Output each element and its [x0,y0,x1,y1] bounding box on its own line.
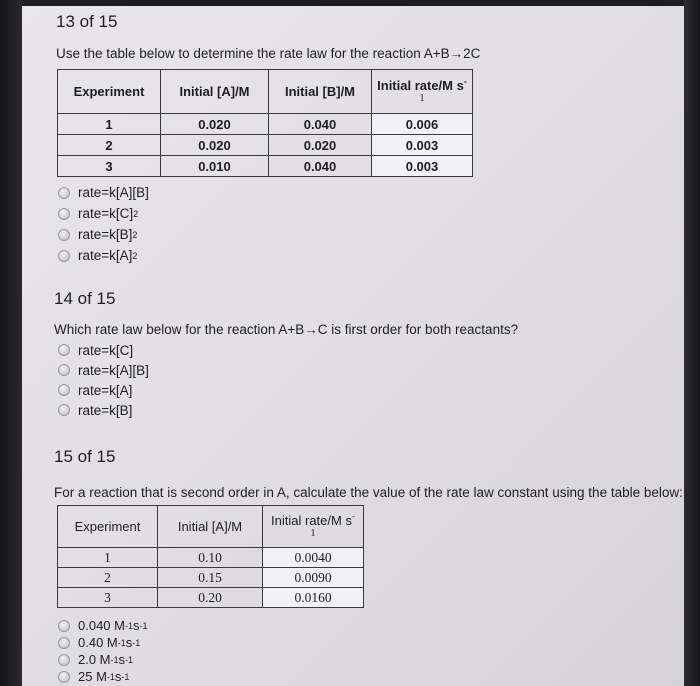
q13-cell-rate: 0.003 [372,156,473,177]
option-value: 25 M [78,669,107,684]
q14-number: 14 of 15 [54,289,116,308]
radio-button[interactable] [58,620,70,632]
option-unit: s [133,618,140,633]
option-value: 0.040 M [78,618,125,633]
q15-cell-rate: 0.0090 [263,568,364,588]
q15-cell-exp: 3 [58,588,158,608]
option-label: rate=k[B] [78,402,133,418]
radio-button[interactable] [58,344,70,356]
q15-prompt: For a reaction that is second order in A, calculate the value of the rate law constant using the table below: [54,485,683,500]
q15-cell-exp: 2 [58,568,158,588]
option-label: rate=k[A][B] [78,185,149,200]
q15-option-2[interactable]: 0.40 M -1 s -1 [58,634,148,651]
q15-options [58,617,148,685]
option-label: rate=k[A] [78,382,133,398]
q14-option-4[interactable] [58,400,149,420]
q13-header-b: Initial [B]/M [269,70,372,114]
q13-cell-rate: 0.003 [372,135,473,156]
option-unit: s [114,669,122,684]
radio-button[interactable] [58,671,70,683]
q13-option-1[interactable] [58,182,149,203]
q15-header-rate-sup: - [351,511,355,522]
q15-option-3[interactable]: 2.0 M -1 s -1 [58,651,148,668]
option-label: rate=k[A][B] [78,362,149,378]
q15-cell-a: 0.10 [158,548,263,568]
table-row [58,135,473,156]
table-row [58,114,473,135]
radio-button[interactable] [58,208,70,220]
q13-cell-exp: 2 [58,135,161,156]
q15-option-1[interactable]: 0.040 M -1 s -1 [58,617,148,634]
q13-header-rate [372,70,473,114]
option-value: 0.40 M [78,635,118,650]
q15-header-rate [263,506,364,548]
q13-cell-exp: 3 [58,156,161,177]
option-label: rate=k[A] [78,248,133,263]
q15-number: 15 of 15 [54,447,116,466]
q13-option-2[interactable]: rate=k[C] 2 [58,203,149,224]
radio-button[interactable] [58,637,70,649]
q13-option-4[interactable]: rate=k[A] 2 [58,245,149,266]
q15-cell-a: 0.15 [158,568,263,588]
q13-header-rate-label: Initial rate/M s [377,77,464,93]
q15-header-experiment: Experiment [58,506,158,548]
q13-header-experiment: Experiment [58,70,161,114]
q13-header-rate-sup: - [463,76,467,87]
q13-options [58,182,149,266]
q13-table [57,69,473,177]
q15-header-rate-sub: 1 [310,527,316,539]
q15-cell-rate: 0.0160 [263,588,364,608]
option-value: 2.0 M [78,652,111,667]
photo-frame-right [684,0,700,686]
q13-cell-exp: 1 [58,114,161,135]
q14-option-2[interactable] [58,360,149,380]
q15-header-a: Initial [A]/M [158,506,263,548]
option-unit: s [118,652,126,667]
radio-button[interactable] [58,654,70,666]
q14-prompt: Which rate law below for the reaction A+B→C is first order for both reactants? [54,322,519,337]
q13-cell-a: 0.010 [161,156,269,177]
table-row [58,156,473,177]
table-row [58,588,364,608]
q15-cell-rate: 0.0040 [263,548,364,568]
q15-cell-a: 0.20 [158,588,263,608]
q13-number: 13 of 15 [56,12,118,31]
radio-button[interactable] [58,250,70,262]
table-row [58,548,364,568]
q13-cell-a: 0.020 [161,135,269,156]
q13-prompt: Use the table below to determine the rate law for the reaction A+B→2C [56,46,481,61]
radio-button[interactable] [58,404,70,416]
q14-option-3[interactable] [58,380,149,400]
option-unit: s [125,635,133,650]
q13-option-3[interactable]: rate=k[B] 2 [58,224,149,245]
radio-button[interactable] [58,384,70,396]
q13-cell-b: 0.020 [269,135,372,156]
option-label: rate=k[B] [78,227,133,242]
option-label: rate=k[C] [78,342,134,358]
radio-button[interactable] [58,364,70,376]
photo-frame-left [0,0,22,686]
radio-button[interactable] [58,187,70,199]
q13-header-rate-sub: 1 [419,92,425,104]
radio-button[interactable] [58,229,70,241]
q13-cell-b: 0.040 [269,156,372,177]
q13-header-a: Initial [A]/M [161,70,269,114]
q15-cell-exp: 1 [58,548,158,568]
table-row [58,568,364,588]
q15-table [57,505,364,608]
q13-cell-a: 0.020 [161,114,269,135]
q13-cell-rate: 0.006 [372,114,473,135]
q15-option-4[interactable]: 25 M -1 s -1 [58,668,148,685]
q14-option-1[interactable] [58,340,149,360]
q14-options [58,340,149,420]
photo-frame-top [0,0,700,6]
option-label: rate=k[C] [78,206,134,221]
q15-header-rate-label: Initial rate/M s [271,512,352,528]
q13-cell-b: 0.040 [269,114,372,135]
